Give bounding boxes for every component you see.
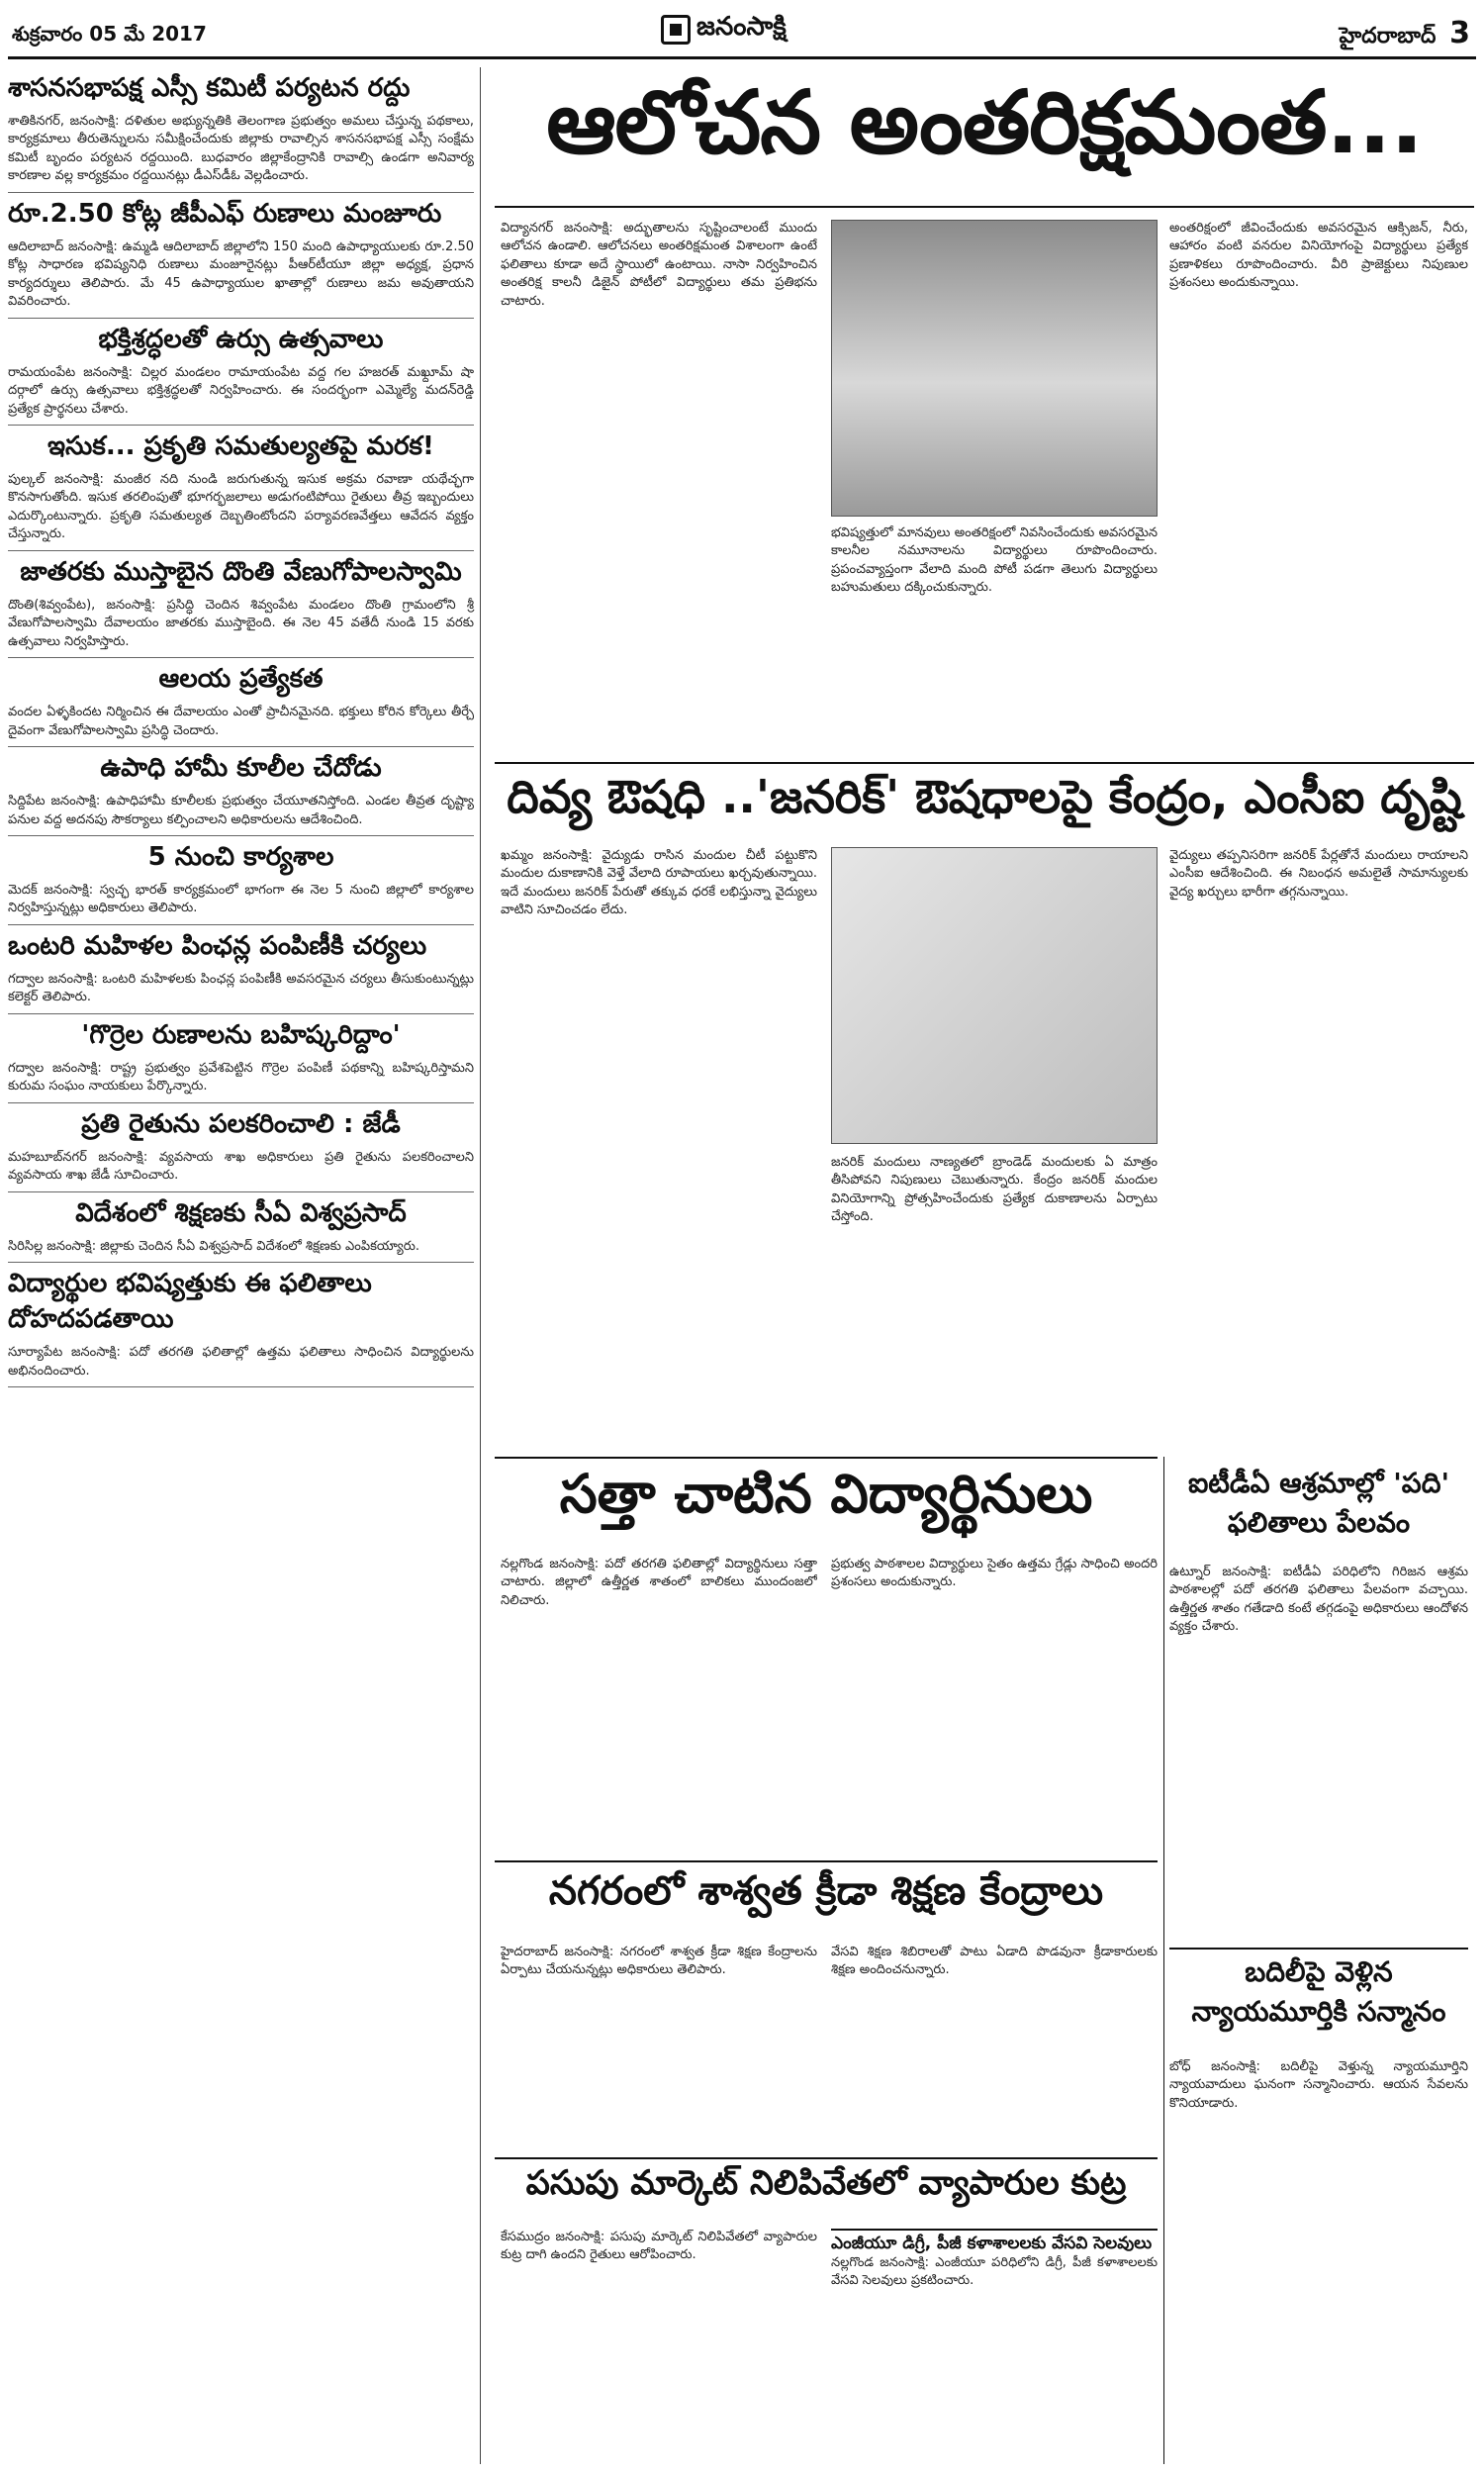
- story-workshop: [8, 836, 474, 925]
- generic-story-col2: [831, 1154, 1158, 1451]
- story-headline: భక్తిశ్రద్ధలతో ఉర్సు ఉత్సవాలు: [98, 324, 384, 354]
- story-body: దొంతి(శివ్వంపేట), జనంసాక్షి: ప్రసిద్ధి చెందిన శివ్వంపేట మండలం దొంతి గ్రామంలోని శ్రీ వేణుగోపాలస్వామి దేవాలయం జాతరకు ముస్తాబైంది. ఈ నెల 45 వతేదీ నుండి 15 వరకు ఉత్సవాలు నిర్వహిస్తారు.: [8, 597, 474, 649]
- edition-city: హైదరాబాద్: [1339, 24, 1437, 48]
- story-body: మహబూబ్‌నగర్ జనంసాక్షి: వ్యవసాయ శాఖ అధికారులు ప్రతి రైతును పలకరించాలని వ్యవసాయ శాఖ జేడీ సూచించారు.: [8, 1149, 474, 1184]
- medicine-bottles-image: [831, 847, 1158, 1144]
- story-headline: విదేశంలో శిక్షణకు సీఏ విశ్వప్రసాద్: [75, 1197, 407, 1228]
- story-body: ఖమ్మం జనంసాక్షి: వైద్యుడు రాసిన మందుల చీటీ పట్టుకొని మందుల దుకాణానికి వెళ్తే వేలాది రూపాయలు ఖర్చవుతున్నాయి. ఇదే మందులు జనరిక్ పేరుతో తక్కువ ధరకే లభిస్తున్నా వైద్యులు వాటిని సూచించడం లేదు.: [501, 848, 817, 918]
- page-number: 3: [1449, 16, 1470, 50]
- story-body: సిరిసిల్ల జనంసాక్షి: జిల్లాకు చెందిన సీఏ విశ్వప్రసాద్ విదేశంలో శిక్షణకు ఎంపికయ్యారు.: [8, 1238, 420, 1254]
- story-headline: జాతరకు ముస్తాబైన దొంతి వేణుగోపాలస్వామి: [20, 556, 462, 587]
- story-body: గద్వాల జనంసాక్షి: రాష్ట్ర ప్రభుత్వం ప్రవేశపెట్టిన గొర్రెల పంపిణీ పథకాన్ని బహిష్కరిస్తామని కురుమ సంఘం నాయకులు పేర్కొన్నారు.: [8, 1060, 474, 1094]
- story-temple: [8, 658, 474, 747]
- column-rule: [1163, 1457, 1164, 2464]
- turmeric-story-col1: [501, 2229, 817, 2462]
- story-body: సూర్యాపేట జనంసాక్షి: పదో తరగతి ఫలితాల్లో ఉత్తమ ఫలితాలు సాధించిన విద్యార్థులను అభినందించారు.: [8, 1345, 474, 1379]
- judge-story-body: [1169, 2058, 1468, 2454]
- story-body: మెదక్ జనంసాక్షి: స్వచ్ఛ భారత్ కార్యక్రమంలో భాగంగా ఈ నెల 5 నుంచి జిల్లాలో కార్యశాల నిర్వహిస్తున్నట్లు అధికారులు తెలిపారు.: [8, 882, 474, 916]
- paper-logo-icon: [661, 15, 691, 45]
- mgu-headline-text: ఎంజీయూ డిగ్రీ, పీజీ కళాశాలలకు వేసవి సెలవులు: [831, 2234, 1153, 2253]
- divider: [495, 1457, 1158, 1459]
- story-body: హైదరాబాద్ జనంసాక్షి: నగరంలో శాశ్వత క్రీడా శిక్షణ కేంద్రాలను ఏర్పాటు చేయనున్నట్లు అధికారులు తెలిపారు.: [501, 1945, 817, 1978]
- mgu-headline: [831, 2229, 1158, 2254]
- story-gpf-loans: [8, 193, 474, 319]
- judge-headline: బదిలీపై వెళ్లిన న్యాయమూర్తికి సన్మానం: [1191, 1955, 1446, 2028]
- story-body: పుల్కల్ జనంసాక్షి: మంజీర నది నుండి జరుగుతున్న ఇసుక అక్రమ రవాణా యథేచ్ఛగా కొనసాగుతోంది. ఇసుక తరలింపుతో భూగర్భజలాలు అడుగంటిపోయి రైతులు తీవ్ర ఇబ్బందులు ఎదుర్కొంటున్నారు. ప్రకృతి సమతుల్యత దెబ్బతింటోందని పర్యావరణవేత్తలు ఆవేదన వ్యక్తం చేస్తున్నారు.: [8, 471, 474, 542]
- story-headline: ఇసుక... ప్రకృతి సమతుల్యతపై మరక!: [47, 430, 434, 461]
- girls-students-headline: సత్తా చాటిన విద్యార్థినులు: [559, 1463, 1093, 1525]
- story-body: కేసముద్రం జనంసాక్షి: పసుపు మార్కెట్ నిలిపివేతలో వ్యాపారుల కుట్ర దాగి ఉందని రైతులు ఆరోపించారు.: [501, 2230, 817, 2263]
- story-body: బోధ్ జనంసాక్షి: బదిలీపై వెళ్తున్న న్యాయమూర్తిని న్యాయవాదులు ఘనంగా సన్మానించారు. ఆయన సేవలను కొనియాడారు.: [1169, 2059, 1468, 2111]
- lead-story-col2: [831, 524, 1158, 754]
- story-pensions: [8, 925, 474, 1014]
- lead-story-col1: [501, 220, 817, 754]
- story-headline: 'గొర్రెల రుణాలను బహిష్కరిద్దాం': [81, 1019, 401, 1050]
- story-headline: ప్రతి రైతును పలకరించాలి : జేడీ: [81, 1108, 401, 1139]
- divider: [495, 2157, 1158, 2159]
- left-column: [8, 67, 481, 2464]
- sports-story-col2: [831, 1944, 1158, 2151]
- story-upadhi: [8, 747, 474, 836]
- generic-story-col3: [1169, 847, 1468, 1451]
- sports-story-col1: [501, 1944, 817, 2151]
- page-info: [1339, 16, 1470, 53]
- generic-story-col1: [501, 847, 817, 1451]
- story-jd: [8, 1103, 474, 1192]
- lead-story-col3: [1169, 220, 1468, 754]
- story-urs: [8, 319, 474, 426]
- story-body: విద్యానగర్ జనంసాక్షి: అద్భుతాలను సృష్టించాలంటే ముందు ఆలోచన ఉండాలి. ఆలోచనలు అంతరిక్షమంత విశాలంగా ఉంటే ఫలితాలు కూడా అదే స్థాయిలో ఉంటాయి. నాసా నిర్వహించిన అంతరిక్ష కాలనీ డిజైన్ పోటీలో విద్యార్థులు తమ ప్రతిభను చాటారు.: [501, 221, 817, 309]
- sports-centres-headline: నగరంలో శాశ్వత క్రీడా శిక్షణ కేంద్రాలు: [548, 1868, 1104, 1914]
- paper-name: జనంసాక్షి: [696, 12, 787, 42]
- story-body: వైద్యులు తప్పనిసరిగా జనరిక్ పేర్లతోనే మందులు రాయాలని ఎంసీఐ ఆదేశించింది. ఈ నిబంధన అమలైతే సామాన్యులకు వైద్య ఖర్చులు భారీగా తగ్గనున్నాయి.: [1169, 848, 1468, 900]
- divider: [1169, 1948, 1468, 1950]
- turmeric-market-headline: పసుపు మార్కెట్ నిలిపివేతలో వ్యాపారుల కుట్ర: [525, 2163, 1127, 2203]
- divider: [495, 762, 1474, 764]
- girls-story-col2: [831, 1556, 1158, 1853]
- story-body: ప్రభుత్వ పాఠశాలల విద్యార్థులు సైతం ఉత్తమ గ్రేడ్లు సాధించి అందరి ప్రశంసలు అందుకున్నారు.: [831, 1557, 1158, 1590]
- masthead: [8, 8, 1476, 59]
- paper-logo: [661, 12, 787, 48]
- issue-date: శుక్రవారం 05 మే 2017: [12, 22, 207, 46]
- space-colony-image: [831, 220, 1158, 517]
- mgu-story: [831, 2229, 1158, 2462]
- story-results: [8, 1263, 474, 1387]
- story-body: వేసవి శిక్షణ శిబిరాలతో పాటు ఏడాది పొడవునా క్రీడాకారులకు శిక్షణ అందించనున్నారు.: [831, 1945, 1158, 1978]
- story-body: ఉట్నూర్ జనంసాక్షి: ఐటీడీఏ పరిధిలోని గిరిజన ఆశ్రమ పాఠశాలల్లో పదో తరగతి ఫలితాలు పేలవంగా వచ్చాయి. ఉత్తీర్ణత శాతం గతేడాది కంటే తగ్గడంపై అధికారులు ఆందోళన వ్యక్తం చేశారు.: [1169, 1565, 1468, 1635]
- story-headline: శాసనసభాపక్ష ఎస్సీ కమిటీ పర్యటన రద్దు: [8, 73, 411, 103]
- story-sheep-loans: [8, 1014, 474, 1103]
- story-headline: ఆలయ ప్రత్యేకత: [158, 664, 324, 695]
- generic-drugs-headline: దివ్య ఔషధి ..'జనరిక్' ఔషధాలపై కేంద్రం, ఎంసీఐ దృష్టి: [507, 770, 1462, 823]
- story-body: శాతికినగర్, జనంసాక్షి: దళితుల అభ్యున్నతికి తెలంగాణ ప్రభుత్వం అమలు చేస్తున్న పథకాలు, కార్యక్రమాలు తీరుతెన్నులను సమీక్షించేందుకు జిల్లాకు రావాల్సిన శాసనసభాపక్ష ఎస్సీ సంక్షేమ కమిటీ బృందం పర్యటన రద్దయింది. బుధవారం జిల్లాకేంద్రానికి రావాల్సి ఉండగా అనివార్య కారణాల వల్ల కార్యక్రమం రద్దయినట్లు డీఎస్‌డీఓ వెల్లడించారు.: [8, 114, 474, 184]
- story-headline: ఒంటరి మహిళల పింఛన్ల పంపిణీకి చర్యలు: [8, 930, 427, 961]
- story-ca-training: [8, 1192, 474, 1263]
- story-body: నల్లగొండ జనంసాక్షి: పదో తరగతి ఫలితాల్లో విద్యార్థినులు సత్తా చాటారు. జిల్లాలో ఉత్తీర్ణత శాతంలో బాలికలు ముందంజలో నిలిచారు.: [501, 1557, 817, 1608]
- story-headline: 5 నుంచి కార్యశాల: [147, 841, 334, 872]
- divider: [495, 1860, 1158, 1862]
- story-sand: [8, 426, 474, 551]
- itda-headline: ఐటీడీఏ ఆశ్రమాల్లో 'పది' ఫలితాలు పేలవం: [1187, 1467, 1450, 1539]
- lead-headline: ఆలోచన అంతరిక్షమంత...: [495, 71, 1474, 208]
- story-body: జనరిక్ మందులు నాణ్యతలో బ్రాండెడ్ మందులకు ఏ మాత్రం తీసిపోవని నిపుణులు చెబుతున్నారు. కేంద్రం జనరిక్ మందుల వినియోగాన్ని ప్రోత్సహించేందుకు ప్రత్యేక దుకాణాలను ఏర్పాటు చేస్తోంది.: [831, 1155, 1158, 1225]
- story-body: సిద్దిపేట జనంసాక్షి: ఉపాధిహామీ కూలీలకు ప్రభుత్వం చేయూతనిస్తోంది. ఎండల తీవ్రత దృష్ట్యా పనుల వద్ద అదనపు సౌకర్యాలు కల్పించాలని అధికారులను ఆదేశించింది.: [8, 794, 474, 827]
- story-body: నల్లగొండ జనంసాక్షి: ఎంజీయూ పరిధిలోని డిగ్రీ, పీజీ కళాశాలలకు వేసవి సెలవులు ప్రకటించారు.: [831, 2254, 1158, 2288]
- story-headline: ఉపాధి హామీ కూలీల చేదోడు: [100, 753, 382, 784]
- story-headline: విద్యార్థుల భవిష్యత్తుకు ఈ ఫలితాలు దోహదపడతాయి: [8, 1269, 372, 1335]
- story-body: రామయంపేట జనంసాక్షి: చిల్లర మండలం రామాయంపేట వద్ద గల హజరత్ మఖ్దూమ్ షా దర్గాలో ఉర్సు ఉత్సవాలు భక్తిశ్రద్ధలతో నిర్వహించారు. ఈ సందర్భంగా ఎమ్మెల్యే మదన్‌రెడ్డి ప్రత్యేక ప్రార్థనలు చేశారు.: [8, 364, 474, 417]
- itda-story-body: [1169, 1564, 1468, 1940]
- story-sc-committee: [8, 67, 474, 193]
- story-headline: రూ.2.50 కోట్ల జీపీఎఫ్ రుణాలు మంజూరు: [8, 198, 442, 229]
- story-body: భవిష్యత్తులో మానవులు అంతరిక్షంలో నివసించేందుకు అవసరమైన కాలనీల నమూనాలను విద్యార్థులు రూపొందించారు. ప్రపంచవ్యాప్తంగా వేలాది మంది పోటీ పడగా తెలుగు విద్యార్థులు బహుమతులు దక్కించుకున్నారు.: [831, 525, 1158, 596]
- story-body: వందల ఏళ్ళకిందట నిర్మించిన ఈ దేవాలయం ఎంతో ప్రాచీనమైనది. భక్తులు కోరిన కోర్కెలు తీర్చే దైవంగా వేణుగోపాలస్వామి ప్రసిద్ధి చెందారు.: [8, 705, 474, 738]
- story-body: ఆదిలాబాద్ జనంసాక్షి: ఉమ్మడి ఆదిలాబాద్ జిల్లాలోని 150 మంది ఉపాధ్యాయులకు రూ.2.50 కోట్ల సాధారణ భవిష్యనిధి రుణాలు మంజూరైనట్లు పీఆర్‌టీయూ జిల్లా అధ్యక్ష, ప్రధాన కార్యదర్శులు తెలిపారు. మే 45 ఉపాధ్యాయుల ఖాతాల్లో రుణాలు జమ అవుతాయని వివరించారు.: [8, 238, 474, 310]
- story-jatara: [8, 551, 474, 658]
- girls-story-col1: [501, 1556, 817, 1853]
- story-body: గద్వాల జనంసాక్షి: ఒంటరి మహిళలకు పింఛన్ల పంపిణీకి అవసరమైన చర్యలు తీసుకుంటున్నట్లు కలెక్టర్ తెలిపారు.: [8, 971, 474, 1005]
- story-body: అంతరిక్షంలో జీవించేందుకు అవసరమైన ఆక్సిజన్, నీరు, ఆహారం వంటి వనరుల వినియోగంపై విద్యార్థులు ప్రత్యేక ప్రణాళికలు రూపొందించారు. వీరి ప్రాజెక్టులు నిపుణుల ప్రశంసలు అందుకున్నాయి.: [1169, 221, 1468, 291]
